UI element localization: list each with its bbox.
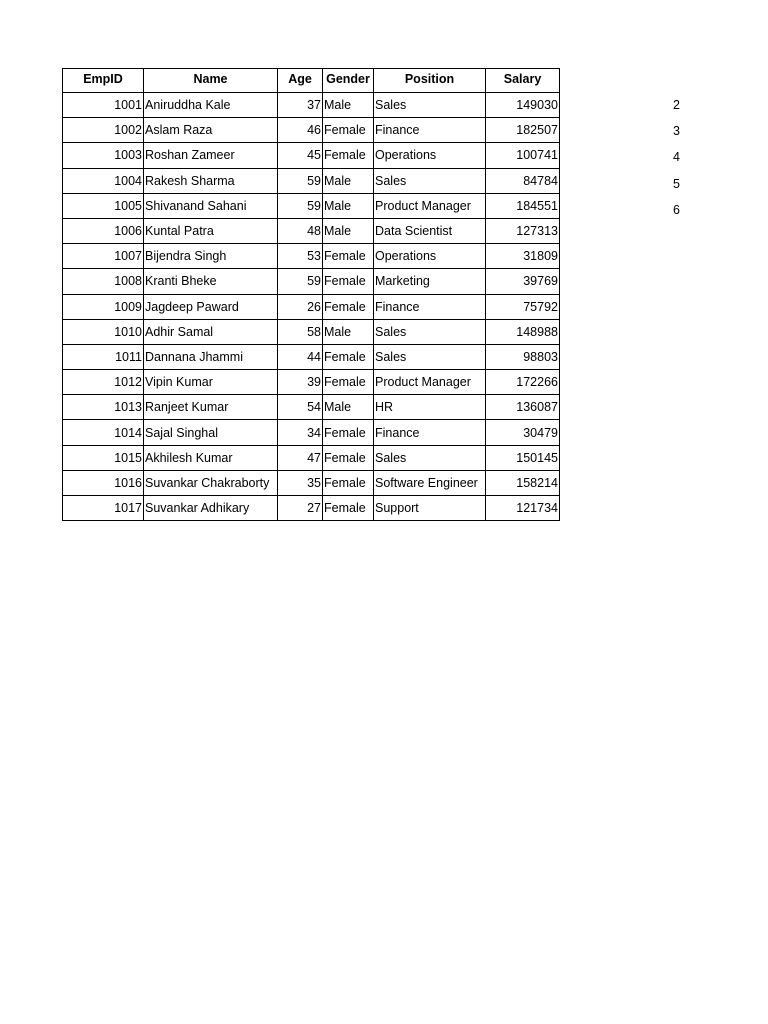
table-row — [63, 218, 560, 243]
cell-gender[interactable]: Male — [323, 168, 374, 193]
side-number-cell[interactable]: 2 — [673, 98, 680, 112]
employee-table — [62, 68, 560, 521]
cell-gender[interactable]: Female — [323, 370, 374, 395]
cell-age[interactable]: 53 — [278, 244, 323, 269]
cell-name[interactable]: Suvankar Adhikary — [144, 496, 278, 521]
cell-empid[interactable]: 1005 — [63, 193, 144, 218]
cell-salary[interactable]: 127313 — [486, 218, 560, 243]
cell-age[interactable]: 37 — [278, 93, 323, 118]
table-row — [63, 344, 560, 369]
cell-position[interactable]: HR — [374, 395, 486, 420]
cell-position[interactable]: Software Engineer — [374, 470, 486, 495]
cell-empid[interactable]: 1010 — [63, 319, 144, 344]
cell-age[interactable]: 34 — [278, 420, 323, 445]
cell-age[interactable]: 54 — [278, 395, 323, 420]
cell-empid[interactable]: 1017 — [63, 496, 144, 521]
table-row — [63, 445, 560, 470]
header-position: Position — [374, 69, 486, 93]
cell-position[interactable]: Finance — [374, 118, 486, 143]
cell-empid[interactable]: 1004 — [63, 168, 144, 193]
cell-empid[interactable]: 1012 — [63, 370, 144, 395]
cell-name[interactable]: Vipin Kumar — [144, 370, 278, 395]
cell-name[interactable]: Sajal Singhal — [144, 420, 278, 445]
header-row — [63, 69, 560, 93]
table-row — [63, 420, 560, 445]
cell-gender[interactable]: Female — [323, 344, 374, 369]
cell-name[interactable]: Kranti Bheke — [144, 269, 278, 294]
employee-table-body — [63, 93, 560, 521]
cell-salary[interactable]: 184551 — [486, 193, 560, 218]
cell-gender[interactable]: Male — [323, 319, 374, 344]
cell-name[interactable]: Ranjeet Kumar — [144, 395, 278, 420]
cell-empid[interactable]: 1001 — [63, 93, 144, 118]
cell-age[interactable]: 26 — [278, 294, 323, 319]
cell-gender[interactable]: Female — [323, 269, 374, 294]
cell-name[interactable]: Akhilesh Kumar — [144, 445, 278, 470]
cell-age[interactable]: 48 — [278, 218, 323, 243]
cell-salary[interactable]: 30479 — [486, 420, 560, 445]
cell-position[interactable]: Operations — [374, 143, 486, 168]
side-number-cell[interactable]: 6 — [673, 202, 680, 217]
cell-gender[interactable]: Male — [323, 395, 374, 420]
table-row — [63, 395, 560, 420]
cell-salary[interactable]: 100741 — [486, 143, 560, 168]
cell-salary[interactable]: 148988 — [486, 319, 560, 344]
cell-name[interactable]: Aniruddha Kale — [144, 93, 278, 118]
cell-age[interactable]: 58 — [278, 319, 323, 344]
header-age: Age — [278, 69, 323, 93]
cell-gender[interactable]: Male — [323, 93, 374, 118]
table-row — [63, 168, 560, 193]
cell-age[interactable]: 39 — [278, 370, 323, 395]
cell-position[interactable]: Product Manager — [374, 370, 486, 395]
table-row — [63, 470, 560, 495]
cell-name[interactable]: Kuntal Patra — [144, 218, 278, 243]
cell-salary[interactable]: 84784 — [486, 168, 560, 193]
cell-empid[interactable]: 1015 — [63, 445, 144, 470]
cell-position[interactable]: Finance — [374, 420, 486, 445]
cell-salary[interactable]: 98803 — [486, 344, 560, 369]
cell-salary[interactable]: 182507 — [486, 118, 560, 143]
employee-sheet — [62, 68, 560, 521]
table-row — [63, 319, 560, 344]
cell-gender[interactable]: Male — [323, 193, 374, 218]
cell-gender[interactable]: Female — [323, 118, 374, 143]
cell-gender[interactable]: Male — [323, 218, 374, 243]
cell-age[interactable]: 35 — [278, 470, 323, 495]
cell-salary[interactable]: 39769 — [486, 269, 560, 294]
cell-age[interactable]: 45 — [278, 143, 323, 168]
cell-gender[interactable]: Female — [323, 244, 374, 269]
table-row — [63, 244, 560, 269]
table-row — [63, 269, 560, 294]
table-row — [63, 370, 560, 395]
cell-salary[interactable]: 149030 — [486, 93, 560, 118]
table-row — [63, 118, 560, 143]
cell-empid[interactable]: 1016 — [63, 470, 144, 495]
cell-name[interactable]: Bijendra Singh — [144, 244, 278, 269]
cell-name[interactable]: Jagdeep Paward — [144, 294, 278, 319]
side-number-cell[interactable]: 3 — [673, 124, 680, 139]
cell-position[interactable]: Marketing — [374, 269, 486, 294]
table-row — [63, 294, 560, 319]
cell-name[interactable]: Roshan Zameer — [144, 143, 278, 168]
cell-salary[interactable]: 75792 — [486, 294, 560, 319]
cell-position[interactable]: Sales — [374, 168, 486, 193]
cell-gender[interactable]: Female — [323, 420, 374, 445]
side-number-column — [640, 92, 680, 223]
table-row — [63, 193, 560, 218]
cell-position[interactable]: Product Manager — [374, 193, 486, 218]
side-number-cell[interactable]: 5 — [673, 176, 680, 191]
cell-age[interactable]: 27 — [278, 496, 323, 521]
cell-salary[interactable]: 172266 — [486, 370, 560, 395]
cell-name[interactable]: Aslam Raza — [144, 118, 278, 143]
cell-age[interactable]: 59 — [278, 269, 323, 294]
cell-salary[interactable]: 136087 — [486, 395, 560, 420]
cell-gender[interactable]: Female — [323, 445, 374, 470]
cell-empid[interactable]: 1009 — [63, 294, 144, 319]
cell-salary[interactable]: 121734 — [486, 496, 560, 521]
cell-age[interactable]: 46 — [278, 118, 323, 143]
cell-position[interactable]: Sales — [374, 93, 486, 118]
cell-position[interactable]: Operations — [374, 244, 486, 269]
cell-empid[interactable]: 1011 — [63, 344, 144, 369]
cell-age[interactable]: 59 — [278, 193, 323, 218]
cell-position[interactable]: Support — [374, 496, 486, 521]
cell-gender[interactable]: Female — [323, 470, 374, 495]
table-row — [63, 93, 560, 118]
cell-position[interactable]: Finance — [374, 294, 486, 319]
cell-name[interactable]: Shivanand Sahani — [144, 193, 278, 218]
cell-age[interactable]: 44 — [278, 344, 323, 369]
table-row — [63, 496, 560, 521]
header-salary: Salary — [486, 69, 560, 93]
cell-name[interactable]: Suvankar Chakraborty — [144, 470, 278, 495]
cell-salary[interactable]: 150145 — [486, 445, 560, 470]
cell-position[interactable]: Sales — [374, 344, 486, 369]
cell-empid[interactable]: 1013 — [63, 395, 144, 420]
cell-empid[interactable]: 1008 — [63, 269, 144, 294]
cell-empid[interactable]: 1002 — [63, 118, 144, 143]
header-gender: Gender — [323, 69, 374, 93]
cell-name[interactable]: Adhir Samal — [144, 319, 278, 344]
cell-position[interactable]: Sales — [374, 319, 486, 344]
cell-age[interactable]: 47 — [278, 445, 323, 470]
cell-gender[interactable]: Female — [323, 294, 374, 319]
cell-empid[interactable]: 1006 — [63, 218, 144, 243]
cell-gender[interactable]: Female — [323, 143, 374, 168]
cell-gender[interactable]: Female — [323, 496, 374, 521]
side-number-cell[interactable]: 4 — [673, 150, 680, 165]
table-row — [63, 143, 560, 168]
cell-position[interactable]: Data Scientist — [374, 218, 486, 243]
header-empid: EmpID — [63, 69, 144, 93]
cell-empid[interactable]: 1007 — [63, 244, 144, 269]
cell-empid[interactable]: 1003 — [63, 143, 144, 168]
header-name: Name — [144, 69, 278, 93]
cell-name[interactable]: Dannana Jhammi — [144, 344, 278, 369]
cell-name[interactable]: Rakesh Sharma — [144, 168, 278, 193]
cell-empid[interactable]: 1014 — [63, 420, 144, 445]
cell-salary[interactable]: 31809 — [486, 244, 560, 269]
cell-salary[interactable]: 158214 — [486, 470, 560, 495]
cell-age[interactable]: 59 — [278, 168, 323, 193]
cell-position[interactable]: Sales — [374, 445, 486, 470]
